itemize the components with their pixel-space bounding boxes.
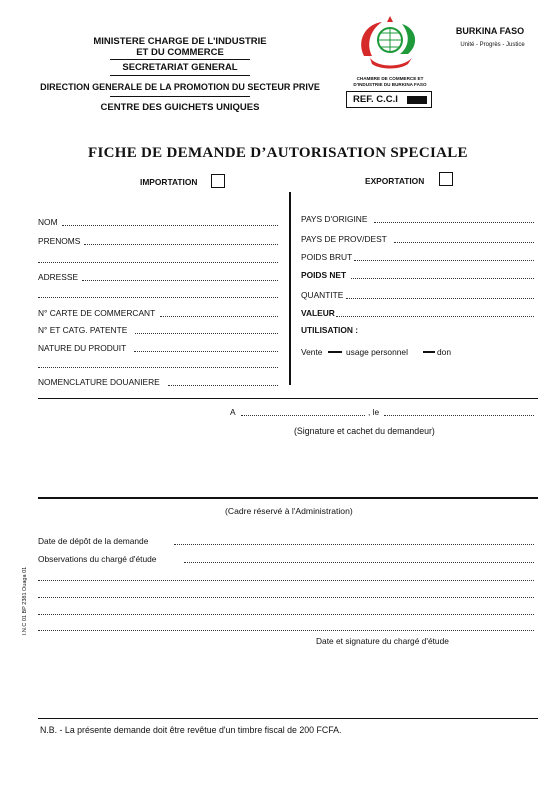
- side-code: I.N.C 01 BP 2381 Ouaga 01: [22, 566, 28, 636]
- section-divider: [38, 398, 538, 399]
- ministry-line-1: MINISTERE CHARGE DE L'INDUSTRIE: [93, 36, 267, 47]
- cci-logo-icon: [350, 14, 430, 76]
- footer-note: N.B. - La présente demande doit être revêtue d'un timbre fiscal de 200 FCFA.: [40, 725, 342, 735]
- form-title: FICHE DE DEMANDE D’AUTORISATION SPECIALE: [88, 145, 468, 161]
- valeur-label: VALEUR: [301, 308, 335, 318]
- prenoms-field[interactable]: [84, 244, 278, 245]
- observations-line[interactable]: [38, 580, 534, 581]
- poids-net-field[interactable]: [351, 278, 534, 279]
- usage-option[interactable]: usage personnel: [346, 347, 408, 357]
- quantite-field[interactable]: [346, 298, 534, 299]
- observations-field[interactable]: [184, 562, 534, 563]
- date-field[interactable]: [384, 415, 534, 416]
- valeur-field[interactable]: [336, 316, 534, 317]
- place-label: A: [230, 407, 236, 417]
- importation-checkbox[interactable]: [211, 174, 225, 188]
- motto-label: Unité - Progrès - Justice: [460, 42, 525, 48]
- direction-label: DIRECTION GENERALE DE LA PROMOTION DU SECTEUR PRIVE: [40, 82, 320, 92]
- dash-separator: [328, 351, 342, 353]
- date-label: , le: [368, 407, 380, 417]
- admin-heading: (Cadre réservé à l'Administration): [225, 506, 353, 516]
- vente-option[interactable]: Vente: [301, 347, 323, 357]
- logo-caption: CHAMBRE DE COMMERCE ET D'INDUSTRIE DU BURKINA FASO: [353, 76, 427, 87]
- signature-label: (Signature et cachet du demandeur): [294, 426, 435, 436]
- footer-rule: [38, 718, 538, 719]
- nom-field[interactable]: [62, 225, 278, 226]
- nomenclature-label: NOMENCLATURE DOUANIERE: [38, 377, 160, 387]
- exportation-label: EXPORTATION: [365, 176, 425, 186]
- agent-signature-label: Date et signature du chargé d'étude: [316, 636, 449, 646]
- poids-brut-field[interactable]: [354, 260, 534, 261]
- prenoms-label: PRENOMS: [38, 236, 81, 246]
- place-field[interactable]: [241, 415, 365, 416]
- header-divider: [110, 96, 250, 97]
- date-depot-label: Date de dépôt de la demande: [38, 536, 149, 546]
- observations-line[interactable]: [38, 630, 534, 631]
- header-divider: [110, 59, 250, 60]
- pays-origine-field[interactable]: [374, 222, 534, 223]
- observations-label: Observations du chargé d'étude: [38, 554, 157, 564]
- don-option[interactable]: don: [437, 347, 451, 357]
- ref-number-redacted: [407, 96, 427, 104]
- nomenclature-field[interactable]: [168, 385, 278, 386]
- secretariat-label: SECRETARIAT GENERAL: [122, 62, 238, 73]
- importation-label: IMPORTATION: [140, 177, 198, 187]
- date-depot-field[interactable]: [174, 544, 534, 545]
- patente-field[interactable]: [135, 333, 278, 334]
- admin-top-rule: [38, 497, 538, 499]
- exportation-checkbox[interactable]: [439, 172, 453, 186]
- observations-line[interactable]: [38, 597, 534, 598]
- ref-label: REF. C.C.I: [353, 94, 398, 105]
- pays-origine-label: PAYS D'ORIGINE: [301, 214, 368, 224]
- adresse-field[interactable]: [82, 280, 278, 281]
- ref-box: [346, 91, 432, 108]
- carte-label: N° CARTE DE COMMERCANT: [38, 308, 156, 318]
- prenoms-field-extra[interactable]: [38, 262, 278, 263]
- nature-field[interactable]: [134, 351, 278, 352]
- centre-label: CENTRE DES GUICHETS UNIQUES: [100, 102, 260, 113]
- pays-prov-field[interactable]: [394, 242, 534, 243]
- adresse-field-extra[interactable]: [38, 297, 278, 298]
- poids-net-label: POIDS NET: [301, 270, 347, 280]
- nature-label: NATURE DU PRODUIT: [38, 343, 127, 353]
- observations-line[interactable]: [38, 614, 534, 615]
- nature-field-extra[interactable]: [38, 367, 278, 368]
- patente-label: N° ET CATG. PATENTE: [38, 325, 128, 335]
- column-divider: [289, 192, 291, 385]
- country-label: BURKINA FASO: [455, 26, 525, 36]
- poids-brut-label: POIDS BRUT: [301, 252, 353, 262]
- quantite-label: QUANTITE: [301, 290, 344, 300]
- utilisation-label: UTILISATION :: [301, 325, 359, 335]
- nom-label: NOM: [38, 217, 58, 227]
- adresse-label: ADRESSE: [38, 272, 79, 282]
- pays-prov-label: PAYS DE PROV/DEST: [301, 234, 387, 244]
- carte-field[interactable]: [160, 316, 278, 317]
- header-divider: [110, 75, 250, 76]
- ministry-line-2: ET DU COMMERCE: [136, 47, 224, 58]
- dash-separator: [423, 351, 435, 353]
- cci-logo: [350, 14, 430, 76]
- ministry-title: [60, 36, 300, 58]
